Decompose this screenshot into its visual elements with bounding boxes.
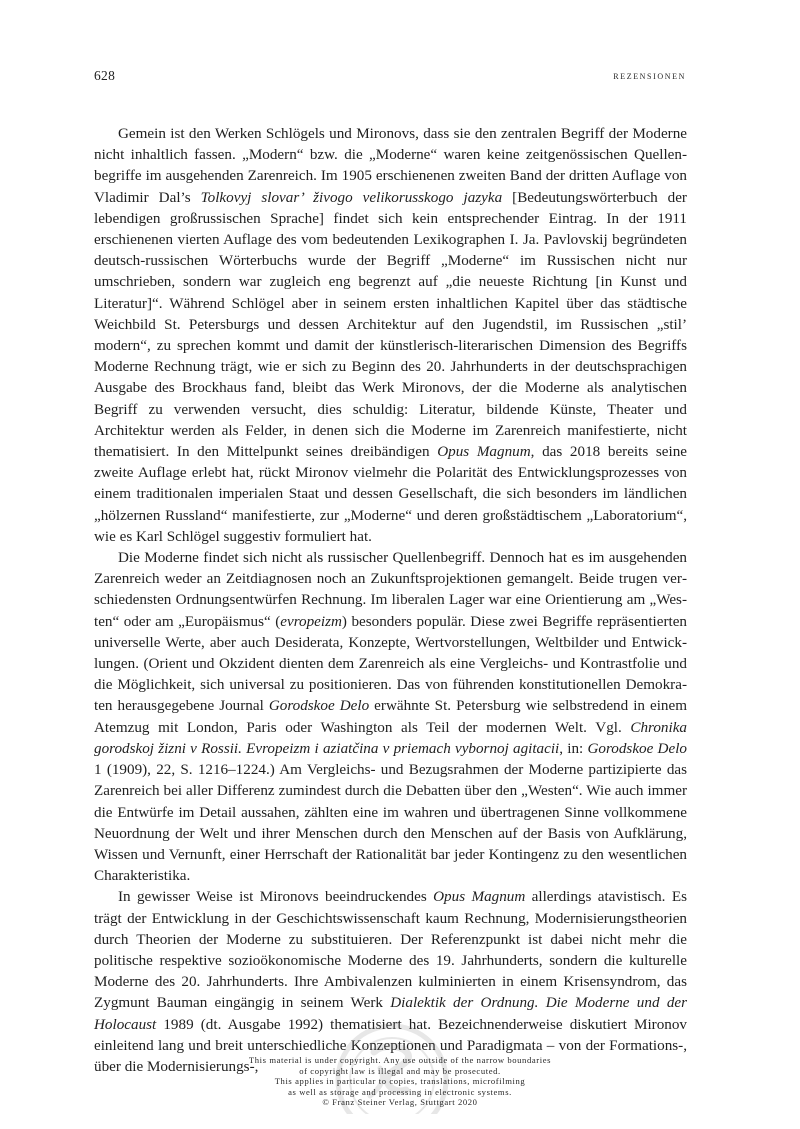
page-number: 628	[94, 68, 116, 83]
text-run: In gewisser Weise ist Mironovs beeindruckendes	[118, 888, 434, 906]
running-head: rezensionen	[613, 68, 686, 82]
italic-title: Tolkovyj slovar’ živogo velikorusskogo jazyka	[200, 188, 503, 206]
italic-title: Opus Magnum	[437, 443, 531, 461]
text-run: Gemein ist den Werken Schlögels und Mironovs, dass sie den zentralen Begriff der Moderne nicht inhaltlich fassen. „Modern“ bzw. die „Moderne“ waren keine zeitgenössischen Quellenbegriffe im ausgehenden Zarenreich. Im 1905 erschienenen zweiten Band der dritten Auflage von Vladimir Dal’s	[94, 125, 687, 206]
italic-title: Gorodskoe Delo	[268, 697, 370, 715]
text-run: , in:	[559, 739, 588, 757]
copyright-line: © Franz Steiner Verlag, Stuttgart 2020	[322, 1097, 478, 1108]
italic-title: Gorodskoe Delo	[587, 739, 687, 757]
text-run: erwähnte St. Petersburg wie selbstredend in einem Atemzug mit London, Paris oder Washington als Teil der modernen Welt. Vgl.	[94, 697, 687, 736]
text-run: allerdings atavistisch. Es trägt der Entwicklung in der Geschichtswissenschaft kaum Rechnung, Modernisierungstheorien durch Theorien der Moderne zu substituieren. Der Referenzpunkt ist dabei nicht mehr die politische respektive sozioökonomische Moderne des 19. Jahrhunderts, sondern die kulturelle Moderne des 20. Jahrhunderts. Ihre Ambivalenzen kulminierten in einem Krisensyndrom, das Zygmunt Bauman eingängig in seinem Werk	[94, 888, 687, 1012]
italic-title: evropeizm	[280, 612, 342, 630]
text-run: ) besonders populär. Diese zwei Begriffe repräsentierten universelle Werte, aber auch Desiderata, Konzepte, Wertvorstellungen, Weltbilder und Entwicklungen. (Orient und Okzident dienten dem Zarenreich als eine Vergleichs- und Kontrastfolie und die Möglichkeit, sich universal zu positionieren. Das von führenden konstitutionellen Demokraten herausgegebene Journal	[94, 612, 687, 715]
text-run: Die Moderne findet sich nicht als russischer Quellenbegriff. Dennoch hat es im ausgehenden Zarenreich weder an Zeitdiagnosen noch an Zukunftsprojektionen gemangelt. Beide trugen verschiedensten Ordnungsentwürfen Rechnung. Im liberalen Lager war eine Orientierung am „Westen“ oder am „Europäismus“ (	[94, 549, 687, 630]
italic-title: Opus Magnum	[433, 888, 526, 906]
paragraph	[94, 123, 687, 547]
paragraph	[94, 547, 687, 886]
text-run: , das 2018 bereits seine zweite Auflage erlebt hat, rückt Mironov vielmehr die Polarität des Entwicklungsprozesses von einem traditionalen imperialen Staat und dessen Gesellschaft, die sich besonders im ländlichen „hölzernen Russland“ manifestierte, zur „Moderne“ und deren großstädtischem „Laboratorium“, wie es Karl Schlögel suggestiv formuliert hat.	[94, 443, 687, 545]
copyright-line: This applies in particular to copies, translations, microfilming	[274, 1076, 526, 1087]
italic-title: Dialektik der Ordnung. Die Moderne und der Holocaust	[94, 994, 687, 1033]
text-run: 1989 (dt. Ausgabe 1992) thematisiert hat. Bezeichnenderweise diskutiert Mironov einleitend lang und breit unterschiedliche Konzeptionen und Paradigmata – von der Formations-, über die Modernisierungs-,	[94, 1015, 687, 1075]
copyright-line: This material is under copyright. Any use outside of the narrow boundaries	[248, 1055, 552, 1065]
copyright-notice	[0, 1055, 800, 1108]
text-run: [Bedeutungswörterbuch der lebendigen großrussischen Sprache] findet sich kein entsprechender Eintrag. In der 1911 erschienenen vierten Auflage des vom bedeutenden Lexikographen I. Ja. Pavlovskij begründeten deutsch-russischen Wörterbuchs wurde der Begriff „Moderne“ im Russischen nicht nur umschrieben, sondern war zugleich eng begrenzt auf „die neueste Richtung [in Kunst und Literatur]“. Während Schlögel aber in seinem ersten inhaltlichen Kapitel über das städtische Weichbild St. Petersburgs und dessen Architektur auf den Jugendstil, im Russischen „stil’ modern“, zu sprechen kommt und damit der künstlerisch-literarischen Dimension des Begriffs Moderne Rechnung trägt, wie er sich zu Beginn des 20. Jahrhunderts in der deutschsprachigen Ausgabe des Brockhaus fand, bleibt das Werk Mironovs, der die Moderne als analytischen Begriff zu verwenden versucht, dies schuldig: Literatur, bildende Künste, Theater und Architektur werden als Felder, in denen sich die Moderne im Zarenreich manifestierte, nicht thematisiert. In den Mittelpunkt seines dreibändigen	[94, 188, 687, 461]
text-run: 1 (1909), 22, S. 1216–1224.) Am Vergleichs- und Bezugsrahmen der Moderne partizipierte das Zarenreich bei aller Differenz zumindest durch die Debatten über den „Westen“. Wie auch immer die Entwürfe im Detail aussahen, zählten eine im wahren und übertragenen Sinne vollkommene Neuordnung der Welt und ihrer Menschen durch den Menschen auf der Basis von Aufklärung, Wissen und Vernunft, einer Herrschaft der Rationalität bar jeder Kontingenz zu den wesentlichen Charakteristika.	[94, 761, 687, 885]
copyright-line: as well as storage and processing in electronic systems.	[288, 1086, 512, 1097]
italic-title: Chronika gorodskoj žizni v Rossii. Evropeizm i aziatčina v priemach vybornoj agitacii	[94, 718, 687, 757]
review-body	[94, 123, 687, 1077]
paragraph	[94, 886, 687, 1077]
copyright-line: of copyright law is illegal and may be prosecuted.	[299, 1065, 501, 1076]
